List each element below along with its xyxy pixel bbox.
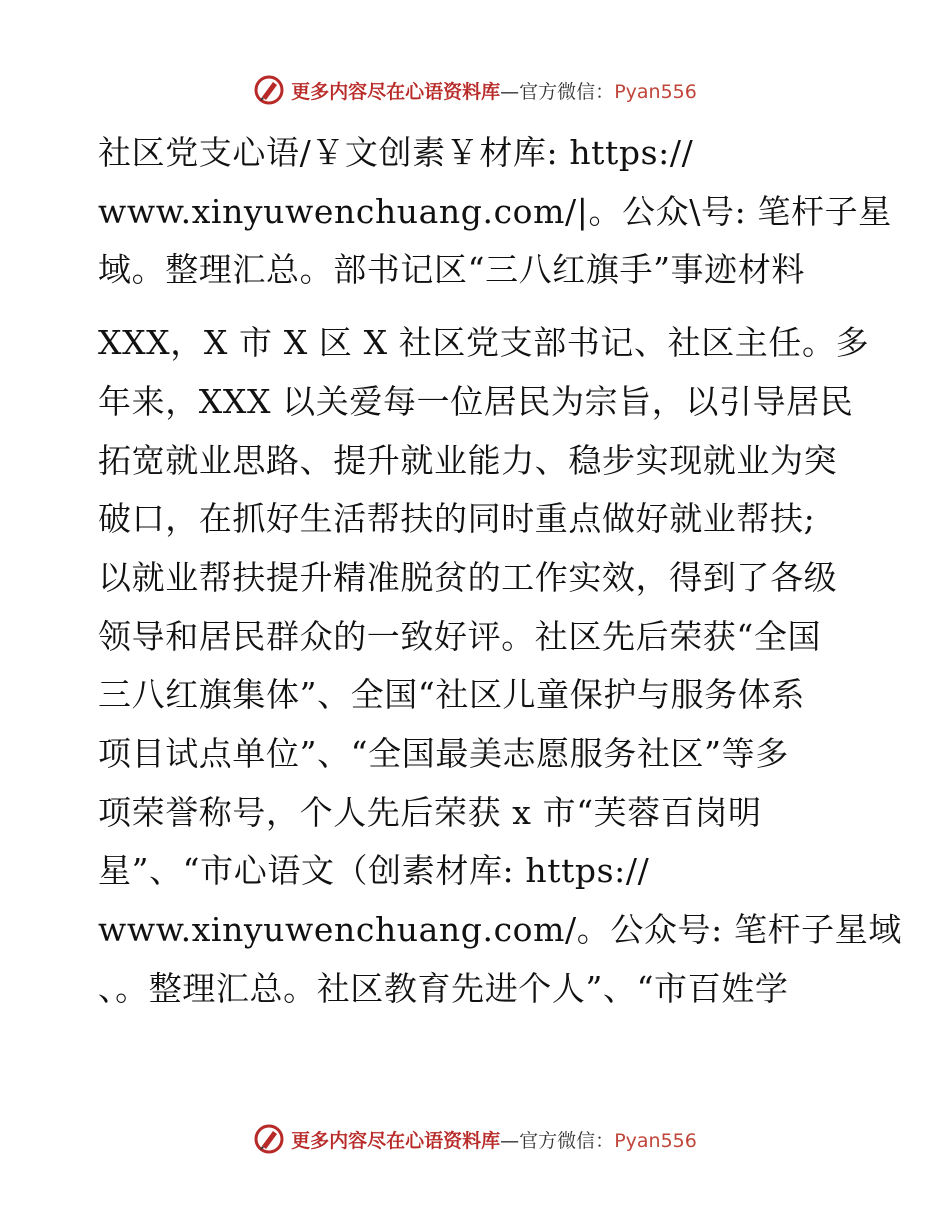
paragraph-2-line-9: 项荣誉称号，个人先后荣获 x 市“芙蓉百岗明 xyxy=(98,792,762,832)
paragraph-2-line-11: www.xinyuwenchuang.com/。公众号: 笔杆子星域 xyxy=(98,910,902,950)
header-banner-text xyxy=(291,77,697,104)
paragraph-1-line-1: 社区党支心语/￥文创素￥材库: https:// xyxy=(98,133,694,172)
paragraph-2-line-4: 破口，在抓好生活帮扶的同时重点做好就业帮扶; xyxy=(98,499,816,539)
header-official: —官方微信： xyxy=(500,80,615,103)
paragraph-2-line-6: 领导和居民群众的一致好评。社区先后荣获“全国 xyxy=(98,616,822,656)
paragraph-gap xyxy=(98,300,858,314)
header-banner xyxy=(0,72,950,108)
header-wechat-id: Pyan556 xyxy=(614,80,697,103)
paragraph-1-line-3: 域。整理汇总。部书记区“三八红旗手”事迹材料 xyxy=(98,250,805,290)
paragraph-2-line-7: 三八红旗集体”、全国“社区儿童保护与服务体系 xyxy=(98,675,805,715)
pen-logo-icon xyxy=(253,1123,285,1155)
footer-official: —官方微信： xyxy=(500,1129,615,1152)
footer-banner-text xyxy=(291,1126,697,1153)
paragraph-2-line-5: 以就业帮扶提升精准脱贫的工作实效，得到了各级 xyxy=(98,557,838,597)
paragraph-2-line-10: 星”、“市心语文（创素材库: https:// xyxy=(98,851,650,891)
footer-wechat-id: Pyan556 xyxy=(614,1129,697,1152)
paragraph-2-line-8: 项目试点单位”、“全国最美志愿服务社区”等多 xyxy=(98,734,789,774)
pen-logo-icon xyxy=(253,74,285,106)
paragraph-2-line-1: XXX，X 市 X 区 X 社区党支部书记、社区主任。多 xyxy=(98,323,870,363)
document-body xyxy=(98,124,902,1019)
header-brand: 更多内容尽在心语资料库 xyxy=(291,80,501,103)
paragraph-2-line-3: 拓宽就业思路、提升就业能力、稳步实现就业为突 xyxy=(98,440,838,480)
footer-banner xyxy=(0,1121,950,1157)
paragraph-1-line-2: www.xinyuwenchuang.com/|。公众\号: 笔杆子星 xyxy=(98,191,892,231)
footer-brand: 更多内容尽在心语资料库 xyxy=(291,1129,501,1152)
paragraph-2-line-12: 、。整理汇总。社区教育先进个人”、“市百姓学 xyxy=(98,968,789,1008)
paragraph-2-line-2: 年来，XXX 以关爱每一位居民为宗旨，以引导居民 xyxy=(98,381,854,421)
